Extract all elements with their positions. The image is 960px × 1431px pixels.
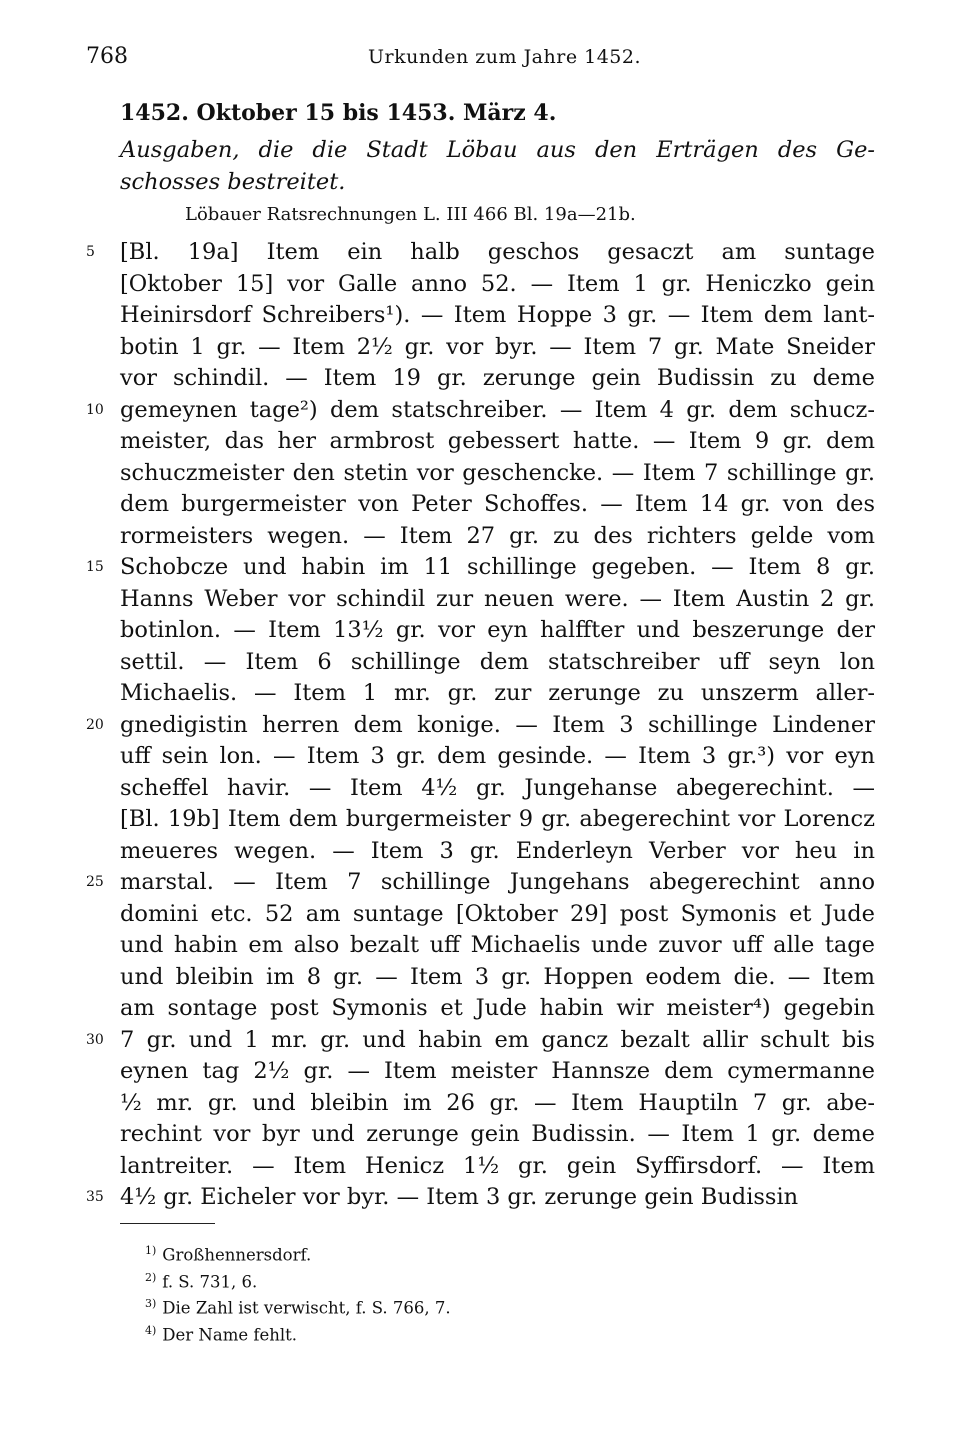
line-number: [86, 1056, 110, 1086]
text-line: uff sein lon. — Item 3 gr. dem gesinde. — Item 3 gr.³) vor eyn: [120, 743, 875, 769]
line-number: [86, 269, 110, 299]
text-line: dem burgermeister von Peter Schoffes. — Item 14 gr. von des: [120, 491, 875, 517]
line-number: [86, 899, 110, 929]
line-number: [86, 426, 110, 456]
text-line: rormeisters wegen. — Item 27 gr. zu des richters gelde vom: [120, 523, 875, 549]
text-line: und habin em also bezalt uff Michaelis unde zuvor uff alle tage: [120, 932, 875, 958]
footnote: [145, 1240, 451, 1267]
line-number: 10: [86, 402, 104, 418]
text-line: eynen tag 2½ gr. — Item meister Hannsze dem cymermanne: [120, 1058, 875, 1084]
line-number: 5: [86, 244, 95, 260]
text-line: ½ mr. gr. und bleibin im 26 gr. — Item Hauptiln 7 gr. abe-: [120, 1090, 875, 1116]
line-number: [86, 804, 110, 834]
text-line: [Bl. 19a] Item ein halb geschos gesaczt am suntage: [120, 239, 875, 265]
running-head: Urkunden zum Jahre 1452.: [368, 46, 642, 68]
footnote-mark: 3): [145, 1297, 157, 1310]
source-citation: Löbauer Ratsrechnungen L. III 466 Bl. 19a—21b.: [185, 204, 636, 225]
line-number: [86, 993, 110, 1023]
footnote-text: Großhennersdorf.: [162, 1245, 312, 1265]
line-number: [86, 1151, 110, 1181]
text-line: Michaelis. — Item 1 mr. gr. zur zerunge zu unszerm aller-: [120, 680, 875, 706]
summary-line: Ausgaben, die die Stadt Löbau aus den Erträgen des Ge-: [120, 137, 875, 163]
footnote-mark: 4): [145, 1323, 157, 1337]
line-number: [86, 836, 110, 866]
footnote-text: f. S. 731, 6.: [162, 1272, 258, 1291]
text-line: 4½ gr. Eicheler vor byr. — Item 3 gr. zerunge gein Budissin: [120, 1184, 799, 1210]
line-number: [86, 489, 110, 519]
text-line: botin 1 gr. — Item 2½ gr. vor byr. — Item 7 gr. Mate Sneider: [120, 334, 875, 360]
footnote: [145, 1293, 451, 1320]
page-header: [86, 44, 886, 78]
line-number: [86, 930, 110, 960]
line-number: 35: [86, 1189, 104, 1205]
footnote-text: Der Name fehlt.: [162, 1325, 298, 1344]
line-number: [86, 332, 110, 362]
line-number: [86, 678, 110, 708]
text-line: settil. — Item 6 schillinge dem statschreiber uff seyn lon: [120, 649, 875, 675]
footnote-mark: 1): [145, 1244, 157, 1257]
line-number: [86, 458, 110, 488]
text-line: schuczmeister den stetin vor geschencke. — Item 7 schillinge gr.: [120, 460, 875, 486]
line-number: [86, 1119, 110, 1149]
document-summary: [120, 134, 875, 198]
text-line: marstal. — Item 7 schillinge Jungehans abegerechint anno: [120, 869, 875, 895]
line-number: 25: [86, 874, 104, 890]
text-line: rechint vor byr und zerunge gein Budissin. — Item 1 gr. deme: [120, 1121, 875, 1147]
text-line: Hanns Weber vor schindil zur neuen were. — Item Austin 2 gr.: [120, 586, 875, 612]
text-line: vor schindil. — Item 19 gr. zerunge gein Budissin zu deme: [120, 365, 875, 391]
text-line: meister, das her armbrost gebessert hatte. — Item 9 gr. dem: [120, 428, 875, 454]
line-number: [86, 773, 110, 803]
text-line: gemeynen tage²) dem statschreiber. — Item 4 gr. dem schucz-: [120, 397, 875, 423]
text-line: botinlon. — Item 13½ gr. vor eyn halffter und beszerunge der: [120, 617, 875, 643]
text-line: [Bl. 19b] Item dem burgermeister 9 gr. abegerechint vor Lorencz: [120, 806, 875, 832]
text-line: Schobcze und habin im 11 schillinge gegeben. — Item 8 gr.: [120, 554, 875, 580]
text-line: und bleibin im 8 gr. — Item 3 gr. Hoppen eodem die. — Item: [120, 964, 875, 990]
line-number: [86, 615, 110, 645]
line-number: 15: [86, 559, 104, 575]
page-number: 768: [86, 44, 128, 69]
line-number: [86, 647, 110, 677]
footnote: [145, 1320, 451, 1347]
footnote-divider: [120, 1223, 215, 1224]
line-number: 20: [86, 717, 104, 733]
line-number: [86, 363, 110, 393]
line-number: 30: [86, 1032, 104, 1048]
text-line: domini etc. 52 am suntage [Oktober 29] post Symonis et Jude: [120, 901, 875, 927]
footnote-mark: 2): [145, 1270, 157, 1284]
line-number: [86, 300, 110, 330]
line-number: [86, 1088, 110, 1118]
line-number: [86, 584, 110, 614]
footnote-text: Die Zahl ist verwischt, f. S. 766, 7.: [162, 1298, 451, 1318]
text-line: [Oktober 15] vor Galle anno 52. — Item 1 gr. Heniczko gein: [120, 271, 875, 297]
footnote: [145, 1267, 451, 1294]
text-line: gnedigistin herren dem konige. — Item 3 schillinge Lindener: [120, 712, 875, 738]
text-line: scheffel havir. — Item 4½ gr. Jungehanse abegerechint. —: [120, 775, 875, 801]
line-number: [86, 521, 110, 551]
text-line: lantreiter. — Item Henicz 1½ gr. gein Syffirsdorf. — Item: [120, 1153, 875, 1179]
text-line: Heinirsdorf Schreibers¹). — Item Hoppe 3 gr. — Item dem lant-: [120, 302, 875, 328]
line-number: [86, 962, 110, 992]
text-line: am sontage post Symonis et Jude habin wir meister⁴) gegebin: [120, 995, 875, 1021]
text-line: 7 gr. und 1 mr. gr. und habin em gancz bezalt allir schult bis: [120, 1027, 875, 1053]
text-line: meueres wegen. — Item 3 gr. Enderleyn Verber vor heu in: [120, 838, 875, 864]
summary-line: schosses bestreitet.: [120, 169, 346, 195]
footnotes: [145, 1240, 451, 1346]
document-date-heading: 1452. Oktober 15 bis 1453. März 4.: [120, 100, 557, 126]
line-number: [86, 741, 110, 771]
